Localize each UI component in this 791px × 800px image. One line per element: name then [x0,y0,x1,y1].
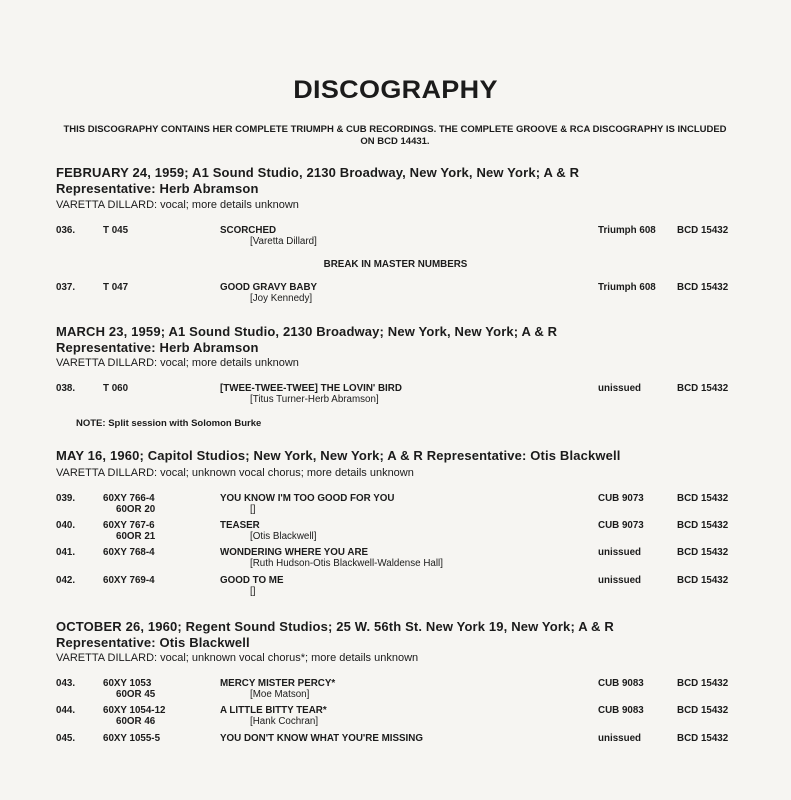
session-header-line: MAY 16, 1960; Capitol Studios; New York, New York; A & R Representative: Otis Blackwell [56,448,621,463]
track-title: YOU DON'T KNOW WHAT YOU'RE MISSING [220,733,423,744]
session-header-line: MARCH 23, 1959; A1 Sound Studio, 2130 Broadway; New York, New York; A & R [56,324,558,339]
track-number: 037. [56,282,76,293]
page-title: DISCOGRAPHY [293,76,498,104]
track-matrix: 60XY 1053 [103,678,152,689]
intro-text: THIS DISCOGRAPHY CONTAINS HER COMPLETE TRIUMPH & CUB RECORDINGS. THE COMPLETE GROOVE & RCA DISCOGRAPHY IS INCLUDED ON BCD 14431. [63,124,727,147]
track-number: 039. [56,493,76,504]
track-bcd: BCD 15432 [677,383,729,394]
track-composer: [Varetta Dillard] [250,236,317,247]
track-matrix-secondary: 60OR 46 [116,716,156,727]
track-number: 041. [56,547,76,558]
track-composer: [Joy Kennedy] [250,293,313,304]
track-bcd: BCD 15432 [677,520,729,531]
session-header-line: Representative: Herb Abramson [56,181,259,196]
track-issue: Triumph 608 [598,225,656,236]
track-matrix: 60XY 767-6 [103,520,155,531]
track-bcd: BCD 15432 [677,225,729,236]
track-composer: [Otis Blackwell] [250,531,317,542]
track-title: [TWEE-TWEE-TWEE] THE LOVIN' BIRD [220,383,402,394]
track-composer: [Titus Turner-Herb Abramson] [250,394,379,405]
track-matrix: T 045 [103,225,129,236]
track-issue: Triumph 608 [598,282,656,293]
track-matrix: T 060 [103,383,129,394]
session-header-line: Representative: Otis Blackwell [56,635,250,650]
session-header-line: Representative: Herb Abramson [56,340,259,355]
track-composer: [Moe Matson] [250,689,310,700]
track-number: 040. [56,520,76,531]
session-performers: VARETTA DILLARD: vocal; more details unknown [56,199,299,211]
track-title: GOOD GRAVY BABY [220,282,318,293]
track-issue: CUB 9083 [598,678,644,689]
track-issue: CUB 9083 [598,705,644,716]
track-matrix-secondary: 60OR 21 [116,531,156,542]
track-title: WONDERING WHERE YOU ARE [220,547,369,558]
track-title: A LITTLE BITTY TEAR* [220,705,327,716]
session-note: NOTE: Split session with Solomon Burke [76,418,262,429]
track-bcd: BCD 15432 [677,493,729,504]
track-number: 044. [56,705,76,716]
track-bcd: BCD 15432 [677,547,729,558]
track-matrix: 60XY 766-4 [103,493,155,504]
track-title: GOOD TO ME [220,575,284,586]
track-title: YOU KNOW I'M TOO GOOD FOR YOU [220,493,395,504]
session-header [56,619,746,651]
session-header-line: OCTOBER 26, 1960; Regent Sound Studios; 25 W. 56th St. New York 19, New York; A & R [56,619,614,634]
track-matrix: 60XY 768-4 [103,547,155,558]
session-performers: VARETTA DILLARD: vocal; more details unknown [56,357,299,369]
session-performers: VARETTA DILLARD: vocal; unknown vocal chorus; more details unknown [56,467,414,479]
track-bcd: BCD 15432 [677,733,729,744]
track-bcd: BCD 15432 [677,575,729,586]
track-matrix-secondary: 60OR 20 [116,504,156,515]
session-header [56,165,746,197]
session-header [56,324,746,356]
session-performers: VARETTA DILLARD: vocal; unknown vocal chorus*; more details unknown [56,652,419,664]
track-composer: [] [250,504,256,515]
break-note: BREAK IN MASTER NUMBERS [323,259,468,270]
track-bcd: BCD 15432 [677,705,729,716]
track-number: 042. [56,575,76,586]
track-issue: CUB 9073 [598,493,644,504]
session-header-line: FEBRUARY 24, 1959; A1 Sound Studio, 2130 Broadway, New York, New York; A & R [56,165,580,180]
track-number: 043. [56,678,76,689]
track-title: TEASER [220,520,260,531]
track-number: 036. [56,225,76,236]
track-matrix-secondary: 60OR 45 [116,689,156,700]
session-header [56,448,746,464]
track-number: 045. [56,733,76,744]
track-matrix: 60XY 1054-12 [103,705,166,716]
track-matrix: T 047 [103,282,129,293]
track-composer: [] [250,586,256,597]
track-title: MERCY MISTER PERCY* [220,678,336,689]
track-issue: unissued [598,733,642,744]
track-matrix: 60XY 769-4 [103,575,155,586]
track-composer: [Hank Cochran] [250,716,319,727]
track-bcd: BCD 15432 [677,678,729,689]
track-issue: CUB 9073 [598,520,644,531]
track-issue: unissued [598,547,642,558]
track-title: SCORCHED [220,225,277,236]
track-issue: unissued [598,383,642,394]
track-composer: [Ruth Hudson-Otis Blackwell-Waldense Hall] [250,558,443,569]
track-number: 038. [56,383,76,394]
track-matrix: 60XY 1055-5 [103,733,161,744]
track-bcd: BCD 15432 [677,282,729,293]
track-issue: unissued [598,575,642,586]
